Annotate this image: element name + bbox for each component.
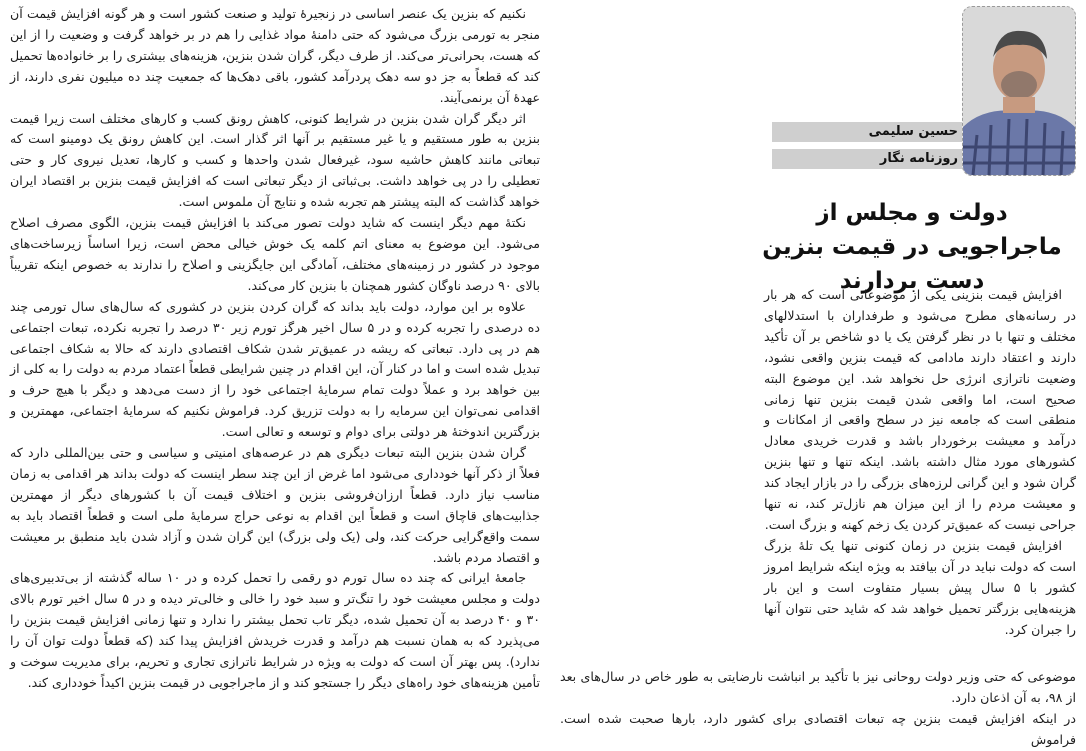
article-continuation-column xyxy=(10,4,540,694)
article-headline: دولت و مجلس از ماجراجویی در قیمت بنزین دست بردارند xyxy=(762,200,1062,294)
paragraph: علاوه بر این موارد، دولت باید بداند که گران کردن بنزین در کشوری که سال‌های سال تورمی چند ده درصدی را تجربه کرده و در ۵ سال اخیر هرگز تورم زیر ۳۰ درصد را تجربه نکرده، تبعات اجتماعی هم در پی دارد. تبعاتی که ریشه در عمیق‌تر شدن شکاف اقتصادی دارند که حالا به شکاف اجتماعی تبدیل شده است و اما در کنار آن، این اقدام در چنین شرایطی قطعاً اعتماد مردم به دولت را به کلی از بین خواهد برد و عملاً دولت تمام سرمایهٔ اجتماعی خود را از دست می‌دهد و دیگر با هیچ حرف و اقدامی نمی‌توان این سرمایه را به دولت تزریق کرد. فراموش نکنیم که سرمایهٔ اجتماعی، مهمترین و بزرگترین اندوختهٔ هر دولتی برای دوام و توسعه و تعالی است. xyxy=(10,298,540,440)
paragraph: افزایش قیمت بنزینی یکی از موضوعاتی است که هر بار در رسانه‌های مطرح می‌شود و طرفداران با استدلالهای مختلف و تنها با در نظر گرفتن یک یا دو شاخص بر آن تأکید دارند و اعتقاد دارند مادامی که قیمت بنزین واقعی نشود، وضعیت ناترازی انرژی حل نخواهد شد. این موضوع البته صحیح است، اما واقعی شدن قیمت بنزین تنها زمانی منطقی است که جامعه نیز در سطح واقعی از امکانات و درآمد و معیشت برخوردار باشد و قدرت خریدی معادل کشورهای مورد مثال داشته باشد. اینکه تنها و تنها بنزین گران شود و این گرانی لرزه‌های بزرگی را در بازار ایجاد کند و معیشت مردم را از این میزان هم نازل‌تر کند، نه تنها جراحی نیست که عمیق‌تر کردن یک زخم کهنه و بزرگ است. xyxy=(764,287,1076,532)
author-role: روزنامه نگار xyxy=(772,149,962,169)
author-name: حسین سلیمی xyxy=(772,122,962,142)
paragraph: جامعهٔ ایرانی که چند ده سال تورم دو رقمی را تحمل کرده و در ۱۰ ساله گذشته از بی‌تدبیری‌های دولت و مجلس معیشت خود را تنگ‌تر و سبد خود را خالی و خالی‌تر دیده و در ۵ سال اخیر تورم بالای ۳۰ و ۴۰ درصد به آن تحمیل شده، دیگر تاب تحمل بیشتر را ندارد و تنها زمانی افزایش قیمت بنزین را می‌پذیرد که به همان نسبت هم درآمد و قدرت خریدش افزایش پیدا کند (که قطعاً دولت توان آن را ندارد). پس بهتر آن است که دولت به ویژه در شرایط ناترازی تجاری و تحریم، برای مدیریت سوخت و تأمین هزینه‌های خود راه‌های دیگر را جستجو کند و از ماجراجویی در قیمت بنزین اکیداً خودداری کند. xyxy=(10,570,541,690)
paragraph: موضوعی که حتی وزیر دولت روحانی نیز با تأکید بر انباشت نارضایتی به طور خاص در سال‌های بعد از ۹۸، به آن اذعان دارد. xyxy=(560,669,1076,705)
paragraph: اثر دیگر گران شدن بنزین در شرایط کنونی، کاهش رونق کسب و کارهای مختلف است زیرا قیمت بنزین به طور مستقیم و یا غیر مستقیم بر آنها اثر گذار است. این کاهش رونق یک دومینو است که تبعاتی مانند کاهش حاشیه سود، غیرفعال شدن واحدها و کسب و کارها، تعدیل نیروی کار و حتی تعطیلی را در پی خواهد داشت. بی‌ثباتی از دیگر تبعاتی است که افزایش قیمت بنزین بر اقتصاد ایران خواهد گذاشت که البته پیشتر هم تجربه شده و نتایج آن ملموس است. xyxy=(10,110,540,210)
paragraph: در اینکه افزایش قیمت بنزین چه تبعات اقتصادی برای کشور دارد، بارها صحبت شده است. فراموش xyxy=(560,710,1076,747)
paragraph: افزایش قیمت بنزین در زمان کنونی تنها یک تلهٔ بزرگ است که دولت نباید در آن بیافتد به ویژه اینکه شرایط امروز کشور با ۵ سال پیش بسیار متفاوت است و این بار هزینه‌هایی بزرگتر تحمیل خواهد شد که شاید حتی نتوان آنها را جبران کرد. xyxy=(764,537,1076,637)
paragraph: گران شدن بنزین البته تبعات دیگری هم در عرصه‌های امنیتی و سیاسی و حتی بین‌المللی دارد که فعلاً از ذکر آنها خودداری می‌شود اما غرض از این چند سطر اینست که دولت بداند هر اقدامی به زمان مناسب نیاز دارد. قطعاً ارزان‌فروشی بنزین و اختلاف قیمت آن با کشورهای دیگر از مهمترین جذابیت‌های قاچاق است و قطعاً این اقدام به نوعی حراج سرمایهٔ ملی است و قطعاً اقتصاد باید به سمت واقع‌گرایی حرکت کند، ولی (یک ولی بزرگ) این گران شدن و آزاد شدن باید منطبق بر معیشت و اقتصاد مردم باشد. xyxy=(10,445,540,565)
author-photo xyxy=(962,6,1076,176)
paragraph: نکنیم که بنزین یک عنصر اساسی در زنجیرهٔ تولید و صنعت کشور است و هر گونه افزایش قیمت آن منجر به تورمی بزرگ می‌شود که حتی دامنهٔ مواد غذایی را هم در بر خواهد گرفت و وضعیت را از این که هست، بحرانی‌تر می‌کند. از طرف دیگر، گران شدن بنزین، هزینه‌های بیشتری را بر خانواده‌ها تحمیل کند که قطعاً به جز دو سه دهک پردرآمد کشور، باقی دهک‌ها که جمعیت چند ده میلیون نفری دارند، از عهدهٔ آن برنمی‌آیند. xyxy=(10,6,540,105)
author-portrait-icon xyxy=(963,7,1075,175)
article-bottom-lines xyxy=(560,667,1076,751)
article-lead-column xyxy=(764,285,1076,640)
paragraph: نکتهٔ مهم دیگر اینست که شاید دولت تصور می‌کند با افزایش قیمت بنزین، الگوی مصرف اصلاح می‌شود. این موضوع به معنای اتم کلمه یک خوش خیالی محض است، زیرا اساساً زیرساخت‌های موجود در کشور در زمینه‌های مختلف، آمادگی این جایگزینی و اصلاح را ندارند به خصوص اینکه تقریباً بالای ۹۰ درصد ناوگان کشور همچنان با بنزین کار می‌کند. xyxy=(10,215,540,293)
